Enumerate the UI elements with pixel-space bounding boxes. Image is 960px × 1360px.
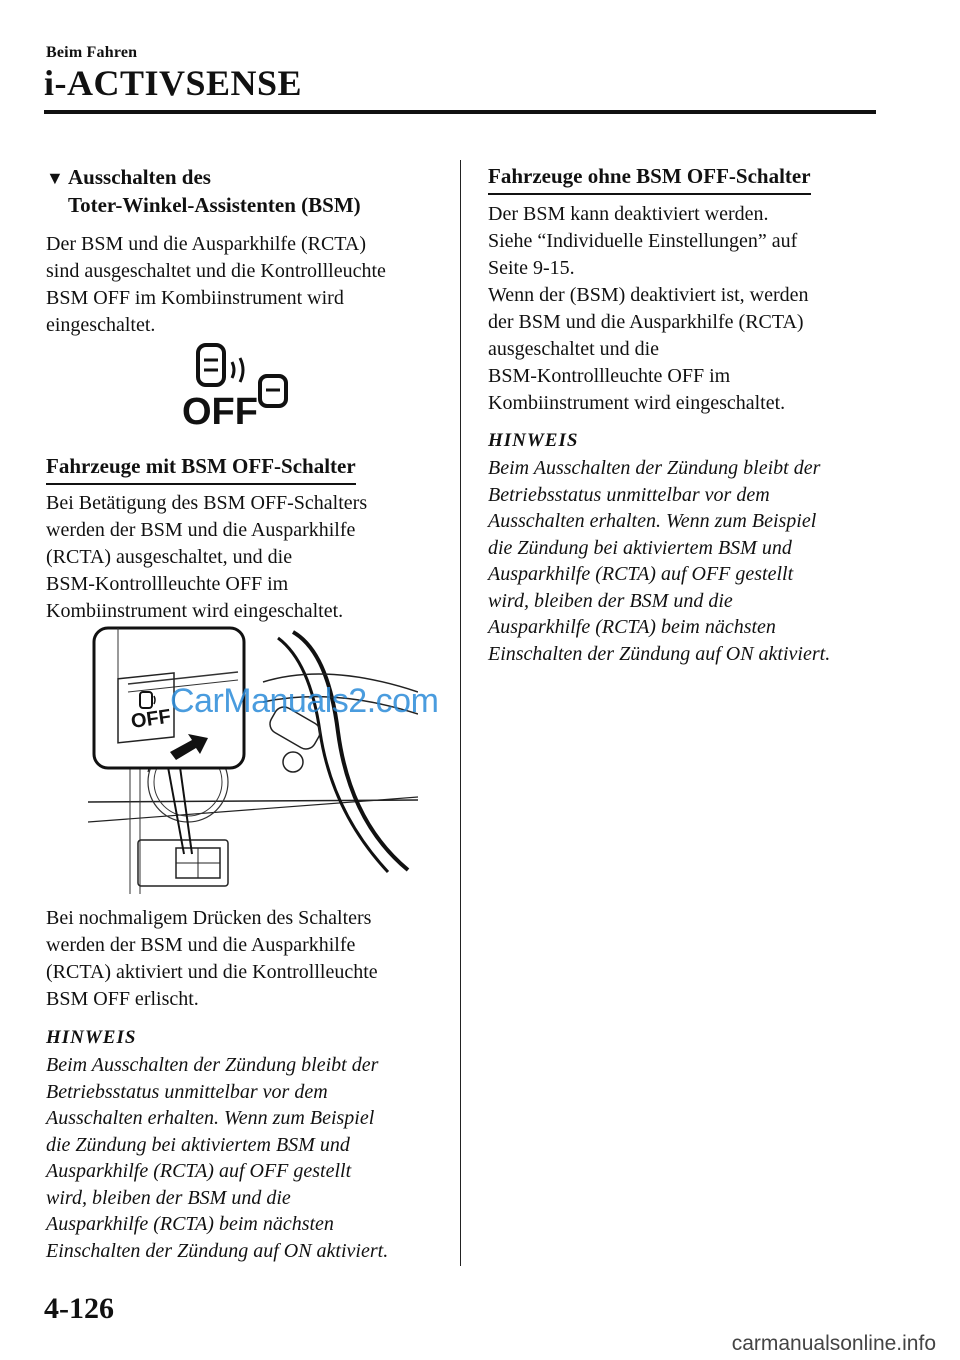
subheading-with-switch xyxy=(46,452,356,485)
bsm-off-switch-illustration xyxy=(88,622,418,894)
text-line: BSM OFF erlischt. xyxy=(46,988,199,1010)
column-divider xyxy=(460,160,461,1266)
switch-label: OFF xyxy=(129,705,173,733)
subheading-text: Fahrzeuge mit BSM OFF-Schalter xyxy=(46,452,356,485)
bsm-off-indicator-icon xyxy=(178,340,298,430)
text-line: (RCTA) aktiviert und die Kontrollleuchte xyxy=(46,961,378,983)
triangle-down-icon: ▼ xyxy=(46,168,64,188)
chapter-title: i-ACTIVSENSE xyxy=(44,63,303,103)
section-heading-line-1: Ausschalten des xyxy=(68,165,211,189)
text-line: Ausschalten erhalten. Wenn zum Beispiel xyxy=(46,1107,375,1129)
text-line: Ausparkhilfe (RCTA) auf OFF gestellt xyxy=(46,1160,352,1182)
section-label: Beim Fahren xyxy=(46,44,138,61)
text-line: sind ausgeschaltet und die Kontrollleuchte xyxy=(46,260,386,282)
text-line: Betriebsstatus unmittelbar vor dem xyxy=(46,1080,328,1103)
text-line: Der BSM und die Ausparkhilfe (RCTA) xyxy=(46,233,367,255)
text-line: Kombiinstrument wird eingeschaltet. xyxy=(46,600,344,622)
text-line: BSM-Kontrollleuchte OFF im xyxy=(46,573,289,595)
text-line: Bei nochmaligem Drücken des Schalters xyxy=(46,907,372,929)
section-heading-line-2: Toter-Winkel-Assistenten (BSM) xyxy=(68,193,361,217)
text-line: Beim Ausschalten der Zündung bleibt der xyxy=(46,1054,379,1076)
text-line: Ausparkhilfe (RCTA) beim nächsten xyxy=(46,1213,334,1235)
text-line: wird, bleiben der BSM und die xyxy=(46,1186,291,1209)
text-line: Ausschalten erhalten. Wenn zum Beispiel xyxy=(488,510,817,532)
text-line: BSM-Kontrollleuchte OFF im xyxy=(488,365,731,387)
switch-paragraph xyxy=(46,490,367,625)
text-line: eingeschaltet. xyxy=(46,314,156,336)
text-line: wird, bleiben der BSM und die xyxy=(488,589,733,612)
note-paragraph xyxy=(488,455,830,667)
text-line: BSM OFF im Kombiinstrument wird xyxy=(46,287,344,309)
text-line: Wenn der (BSM) deaktiviert ist, werden xyxy=(488,284,809,306)
text-line: die Zündung bei aktiviertem BSM und xyxy=(488,536,792,559)
text-line: Der BSM kann deaktiviert werden. xyxy=(488,203,769,225)
text-line: Seite 9-15. xyxy=(488,257,575,279)
text-line: Bei Betätigung des BSM OFF-Schalters xyxy=(46,492,368,514)
text-line: (RCTA) ausgeschaltet, und die xyxy=(46,546,293,568)
text-line: werden der BSM und die Ausparkhilfe xyxy=(46,934,356,956)
text-line: Ausparkhilfe (RCTA) beim nächsten xyxy=(488,616,776,638)
subheading-without-switch xyxy=(488,162,811,195)
intro-paragraph xyxy=(46,231,386,339)
note-paragraph xyxy=(46,1052,388,1264)
text-line: Siehe “Individuelle Einstellungen” auf xyxy=(488,230,798,252)
note-heading: HINWEIS xyxy=(46,1027,137,1048)
text-line: ausgeschaltet und die xyxy=(488,338,660,360)
text-line: die Zündung bei aktiviertem BSM und xyxy=(46,1133,350,1156)
page-number: 4-126 xyxy=(44,1292,114,1325)
note-heading: HINWEIS xyxy=(488,430,579,451)
footer-site-link[interactable]: carmanualsonline.info xyxy=(731,1332,936,1355)
section-heading xyxy=(46,163,211,192)
text-line: der BSM und die Ausparkhilfe (RCTA) xyxy=(488,311,804,333)
text-line: Betriebsstatus unmittelbar vor dem xyxy=(488,483,770,506)
settings-paragraph xyxy=(488,201,809,417)
indicator-label: OFF xyxy=(182,391,258,430)
header-rule xyxy=(44,110,876,114)
text-line: Einschalten der Zündung auf ON aktiviert. xyxy=(46,1239,389,1262)
text-line: werden der BSM und die Ausparkhilfe xyxy=(46,519,356,541)
watermark: CarManuals2.com xyxy=(170,682,439,720)
reactivate-paragraph xyxy=(46,905,378,1013)
text-line: Einschalten der Zündung auf ON aktiviert. xyxy=(488,642,831,665)
text-line: Beim Ausschalten der Zündung bleibt der xyxy=(488,457,821,479)
text-line: Ausparkhilfe (RCTA) auf OFF gestellt xyxy=(488,563,794,585)
text-line: Kombiinstrument wird eingeschaltet. xyxy=(488,392,786,414)
subheading-text: Fahrzeuge ohne BSM OFF-Schalter xyxy=(488,162,811,195)
